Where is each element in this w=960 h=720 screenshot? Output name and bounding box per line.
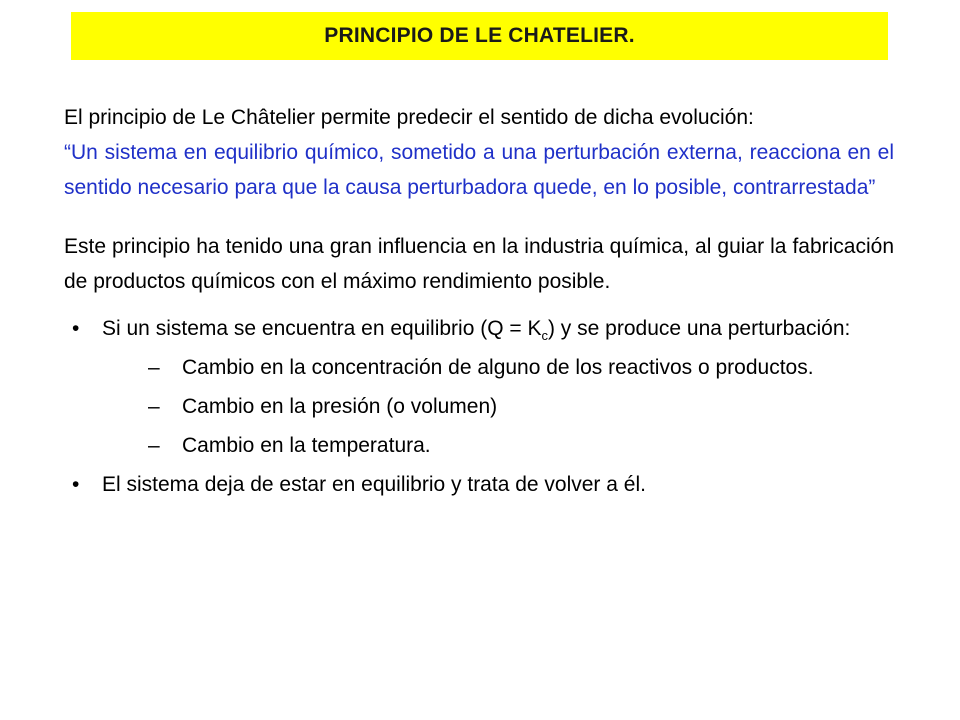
sub-item-pressure bbox=[102, 389, 894, 424]
dash-icon: – bbox=[148, 356, 160, 379]
industry-paragraph: Este principio ha tenido una gran influencia en la industria química, al guiar la fabricación de productos químicos con el máximo rendimiento posible. bbox=[64, 235, 894, 293]
sub-item-temperature bbox=[102, 428, 894, 463]
title-banner bbox=[71, 12, 888, 60]
perturbation-list bbox=[102, 350, 894, 463]
intro-paragraph: El principio de Le Châtelier permite predecir el sentido de dicha evolución: bbox=[64, 106, 754, 129]
sub-item-concentration bbox=[102, 350, 894, 385]
slide-body bbox=[64, 100, 894, 506]
bullet-text-after: ) y se produce una perturbación: bbox=[547, 317, 851, 340]
kc-subscript: c bbox=[541, 328, 548, 344]
dash-icon: – bbox=[148, 434, 160, 457]
page-title: PRINCIPIO DE LE CHATELIER. bbox=[324, 24, 635, 47]
dash-icon: – bbox=[148, 395, 160, 418]
bullet-list bbox=[64, 311, 894, 502]
bullet-text-before: Si un sistema se encuentra en equilibrio (Q = K bbox=[102, 317, 542, 340]
sub-item-text: Cambio en la presión (o volumen) bbox=[182, 395, 498, 418]
sub-item-text: Cambio en la concentración de alguno de los reactivos o productos. bbox=[182, 356, 814, 379]
bullet-icon: • bbox=[72, 317, 80, 340]
bullet-icon: • bbox=[72, 473, 80, 496]
bullet-text: El sistema deja de estar en equilibrio y trata de volver a él. bbox=[102, 473, 646, 496]
bullet-item-equilibrium bbox=[64, 311, 894, 463]
principle-quote: “Un sistema en equilibrio químico, sometido a una perturbación externa, reacciona en el sentido necesario para que la causa perturbadora quede, en lo posible, contrarrestada” bbox=[64, 141, 894, 199]
sub-item-text: Cambio en la temperatura. bbox=[182, 434, 431, 457]
bullet-item-return bbox=[64, 467, 894, 502]
